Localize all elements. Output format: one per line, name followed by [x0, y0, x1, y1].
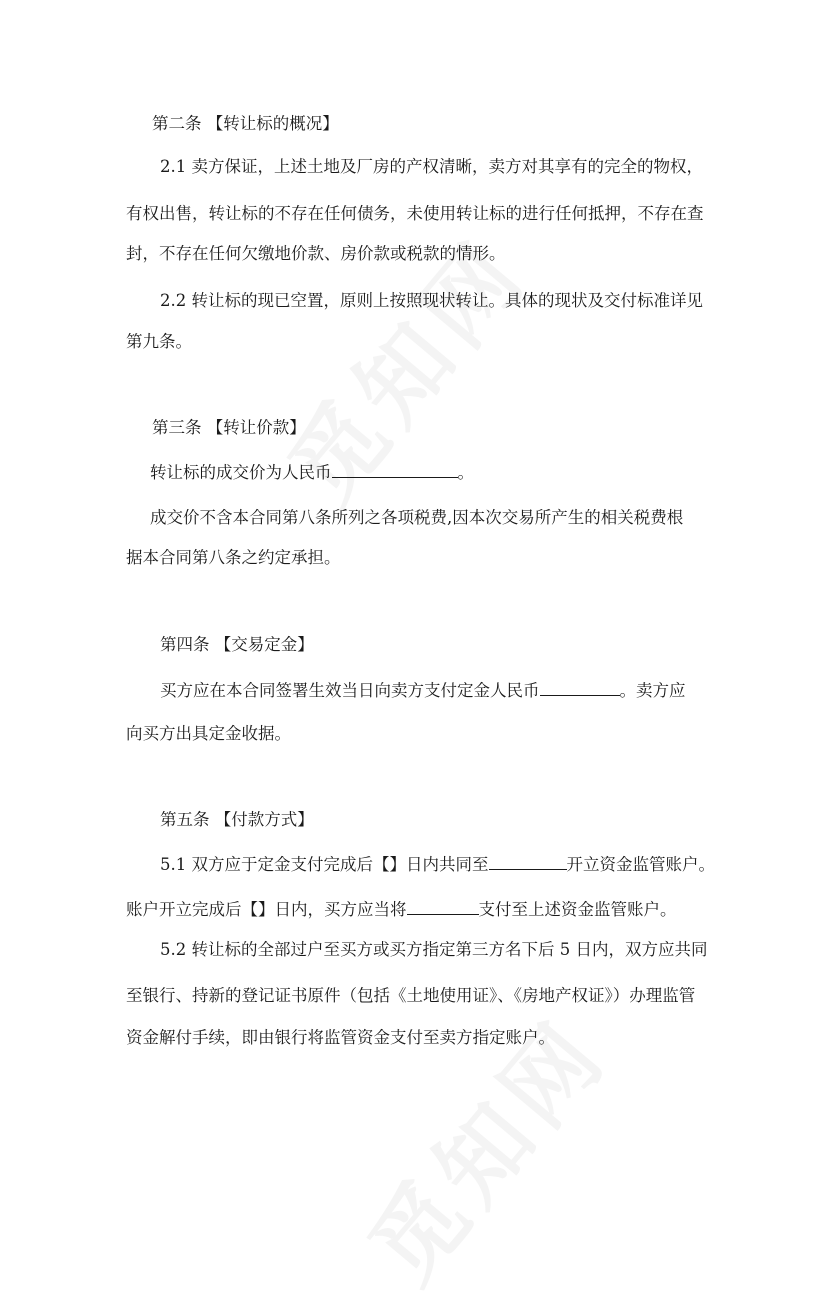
tax-line-1: 成交价不含本合同第八条所列之各项税费,因本次交易所产生的相关税费根 — [150, 508, 684, 527]
clause-5-1-line-2-prefix: 账户开立完成后【】日内，买方应当将 — [126, 900, 407, 919]
price-suffix: 。 — [457, 463, 474, 482]
deposit-line-2: 向买方出具定金收据。 — [126, 724, 291, 743]
clause-2-1-line-2: 有权出售，转让标的不存在任何债务，未使用转让标的进行任何抵押，不存在查 — [126, 204, 704, 223]
article-5-heading: 第五条 【付款方式】 — [160, 810, 314, 829]
deposit-blank — [540, 679, 620, 696]
clause-5-2-line-2: 至银行、持新的登记证书原件（包括《土地使用证》、《房地产权证》）办理监管 — [126, 986, 696, 1005]
deposit-prefix: 买方应在本合同签署生效当日向卖方支付定金人民币 — [160, 681, 540, 700]
clause-2-1-line-1: 2.1 卖方保证，上述土地及厂房的产权清晰，卖方对其享有的完全的物权， — [160, 157, 703, 176]
clause-2-2-line-2: 第九条。 — [126, 332, 192, 351]
article-3-heading: 第三条 【转让价款】 — [152, 418, 306, 437]
bank-blank — [489, 853, 567, 870]
article-4-heading: 第四条 【交易定金】 — [160, 635, 314, 654]
clause-5-1-prefix: 5.1 双方应于定金支付完成后【】日内共同至 — [160, 855, 489, 874]
price-blank — [332, 461, 458, 478]
clause-5-1-line-1 — [160, 853, 715, 875]
deposit-line-1 — [160, 679, 686, 701]
clause-2-2-line-1: 2.2 转让标的现已空置，原则上按照现状转让。具体的现状及交付标准详见 — [160, 291, 703, 310]
clause-5-1-line-2-suffix: 支付至上述资金监管账户。 — [478, 900, 677, 919]
clause-5-2-line-3: 资金解付手续，即由银行将监管资金支付至卖方指定账户。 — [126, 1028, 555, 1047]
article-2-heading: 第二条 【转让标的概况】 — [152, 114, 339, 133]
clause-2-1-line-3: 封，不存在任何欠缴地价款、房价款或税款的情形。 — [126, 244, 506, 263]
clause-5-1-line-2 — [126, 898, 677, 920]
price-prefix: 转让标的成交价为人民币 — [150, 463, 332, 482]
clause-5-1-suffix: 开立资金监管账户。 — [566, 855, 715, 874]
clause-5-2-line-1: 5.2 转让标的全部过户至买方或买方指定第三方名下后 5 日内，双方应共同 — [160, 940, 708, 959]
amount-blank — [407, 898, 479, 915]
price-line — [150, 461, 474, 483]
tax-line-2: 据本合同第八条之约定承担。 — [126, 548, 341, 567]
deposit-suffix: 。卖方应 — [619, 681, 686, 700]
